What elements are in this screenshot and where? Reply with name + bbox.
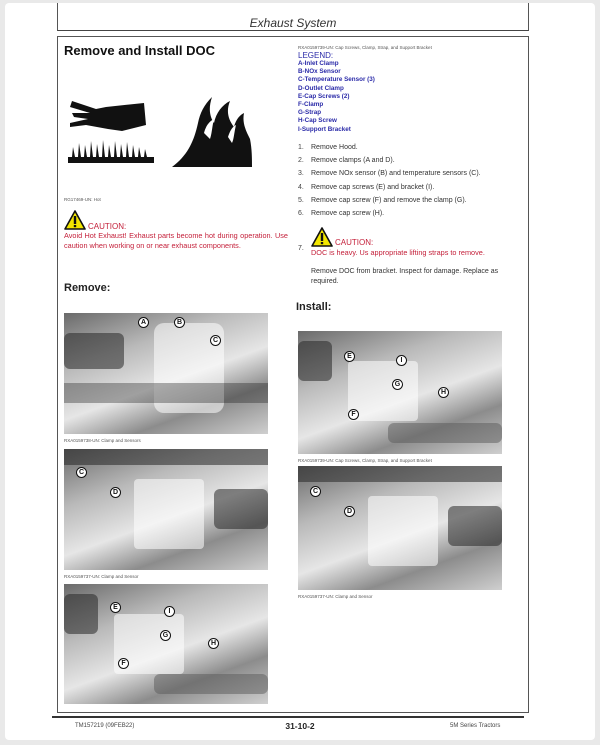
step-item: 5. Remove cap screw (F) and remove the clamp (G). bbox=[298, 196, 467, 204]
callout-b: B bbox=[174, 317, 185, 328]
callout-c: C bbox=[210, 335, 221, 346]
callout-c: C bbox=[310, 486, 321, 497]
photo-caption: RXA0159737-UN: Clamp and Sensor bbox=[298, 594, 373, 599]
procedure-box bbox=[57, 36, 529, 713]
remove-heading: Remove: bbox=[64, 282, 111, 294]
photo-caption: RXA0159739-UN: Cap Screws, Clamp, Strap, and Support Bracket bbox=[298, 458, 432, 463]
step-item: 6. Remove cap screw (H). bbox=[298, 210, 385, 218]
callout-i: I bbox=[164, 606, 175, 617]
legend-item: B-NOx Sensor bbox=[298, 68, 341, 76]
legend-item: C-Temperature Sensor (3) bbox=[298, 76, 375, 84]
legend-item: E-Cap Screws (2) bbox=[298, 92, 350, 100]
page-number: 31-10-2 bbox=[285, 721, 315, 731]
procedure-steps bbox=[298, 141, 523, 220]
legend-item: I-Support Bracket bbox=[298, 125, 351, 133]
install-heading: Install: bbox=[296, 301, 332, 313]
legend-item: D-Outlet Clamp bbox=[298, 84, 344, 92]
callout-a: A bbox=[138, 317, 149, 328]
photo-cap-screws-strap-bracket bbox=[298, 331, 502, 454]
legend-item: F-Clamp bbox=[298, 101, 324, 109]
step-item: 4. Remove cap screws (E) and bracket (I). bbox=[298, 183, 435, 191]
caution-label: CAUTION: bbox=[335, 238, 374, 247]
page-header bbox=[57, 3, 529, 31]
manual-id: TM157219 (09FEB22) bbox=[75, 723, 135, 729]
series-name: 5M Series Tractors bbox=[450, 723, 501, 729]
callout-e: E bbox=[344, 351, 355, 362]
flame-icon bbox=[170, 93, 254, 169]
step-item: 3. Remove NOx sensor (B) and temperature sensors (C). bbox=[298, 170, 481, 178]
legend-caption: RXA0159739-UN: Cap Screws, Clamp, Strap, and Support Bracket bbox=[298, 45, 432, 50]
step7-instruction: Remove DOC from bracket. Inspect for damage. Replace as required. bbox=[311, 268, 499, 285]
photo-caption: RXA0159737-UN: Clamp and Sensor bbox=[64, 574, 139, 579]
warning-triangle-icon bbox=[311, 227, 333, 247]
callout-f: F bbox=[348, 409, 359, 420]
callout-f: F bbox=[118, 658, 129, 669]
callout-c: C bbox=[76, 467, 87, 478]
photo-clamp-and-sensors bbox=[64, 313, 268, 434]
legend-item: A-Inlet Clamp bbox=[298, 60, 339, 67]
step-item: 1. Remove Hood. bbox=[298, 144, 358, 152]
legend-title: LEGEND: bbox=[298, 51, 334, 60]
photo-cap-screws-strap-bracket bbox=[64, 584, 268, 704]
footer-divider bbox=[52, 716, 524, 718]
legend-item: G-Strap bbox=[298, 109, 322, 117]
hot-surface-hand-icon bbox=[66, 95, 158, 167]
document-page bbox=[5, 3, 595, 740]
hot-symbol-caption: RG17469-UN: Hot bbox=[64, 197, 101, 202]
step-item: 2. Remove clamps (A and D). bbox=[298, 157, 395, 165]
callout-d: D bbox=[110, 487, 121, 498]
header-title: Exhaust System bbox=[249, 16, 337, 30]
photo-caption: RXA0159738-UN: Clamp and Sensors bbox=[64, 438, 141, 443]
photo-clamp-and-sensor bbox=[298, 466, 502, 590]
callout-i: I bbox=[396, 355, 407, 366]
callout-e: E bbox=[110, 602, 121, 613]
callout-h: H bbox=[208, 638, 219, 649]
warning-triangle-icon bbox=[64, 210, 86, 230]
step-number: 7. bbox=[298, 245, 304, 252]
photo-clamp-and-sensor bbox=[64, 449, 268, 570]
callout-d: D bbox=[344, 506, 355, 517]
legend-item: H-Cap Screw bbox=[298, 117, 337, 125]
caution-hot-exhaust-text: Avoid Hot Exhaust! Exhaust parts become hot during operation. Use caution when working on or near exhaust components. bbox=[64, 231, 288, 250]
callout-h: H bbox=[438, 387, 449, 398]
caution-doc-heavy-text: DOC is heavy. Us appropriate lifting straps to remove. bbox=[311, 248, 485, 257]
section-title: Remove and Install DOC bbox=[64, 43, 215, 58]
callout-g: G bbox=[160, 630, 171, 641]
legend-list bbox=[298, 60, 375, 134]
caution-label: CAUTION: bbox=[88, 222, 127, 231]
callout-g: G bbox=[392, 379, 403, 390]
